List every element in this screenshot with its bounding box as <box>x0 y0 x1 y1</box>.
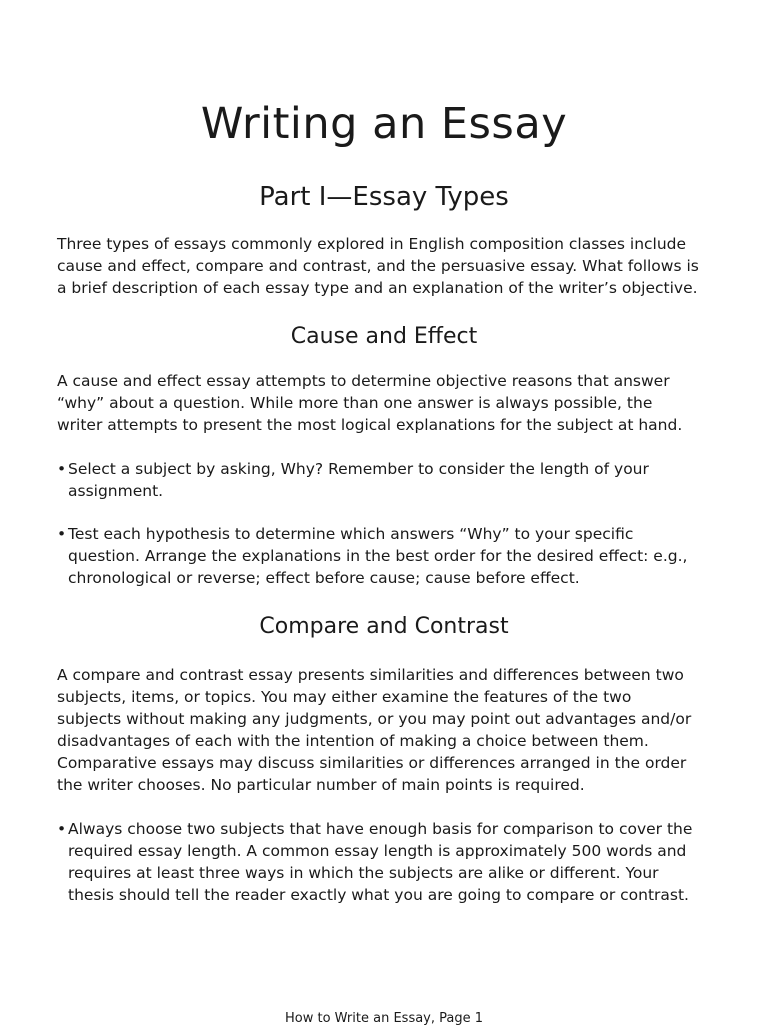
bullet-text: Always choose two subjects that have enough basis for comparison to cover the required essay length. A common essay length is approximately 500 words and requires at least three ways in which the subjects are alike or different. Your thesis should tell the reader exactly what you are going to compare or contrast. <box>68 820 693 904</box>
bullet-text: Select a subject by asking, Why? Remember to consider the length of your assignment. <box>68 460 649 500</box>
intro-paragraph: Three types of essays commonly explored in English composition classes include cause and effect, compare and contrast, and the persuasive essay. What follows is a brief description of each essay type and an explanation of the writer’s objective. <box>57 235 699 297</box>
cause-effect-paragraph: A cause and effect essay attempts to determine objective reasons that answer “why” about a question. While more than one answer is always possible, the writer attempts to present the most logical explanations for the subject at hand. <box>57 372 683 434</box>
page-footer: How to Write an Essay, Page 1 <box>284 1011 484 1026</box>
part-heading: Part I—Essay Types <box>259 182 509 212</box>
list-item <box>57 523 717 589</box>
bullet-marker: • <box>57 820 67 838</box>
page-title: Writing an Essay <box>200 99 568 149</box>
section-heading-compare-contrast: Compare and Contrast <box>259 614 509 639</box>
bullet-marker: • <box>57 460 67 478</box>
bullet-text: Test each hypothesis to determine which answers “Why” to your specific question. Arrange the explanations in the best order for the desired effect: e.g., chronological or reverse; effect before cause; cause before effect. <box>68 525 688 587</box>
list-item <box>57 458 717 502</box>
compare-contrast-paragraph: A compare and contrast essay presents similarities and differences between two subjects, items, or topics. You may either examine the features of the two subjects without making any judgments, or you may point out advantages and/or disadvantages of each with the intention of making a choice between them. Comparative essays may discuss similarities or differences arranged in the order the writer chooses. No particular number of main points is required. <box>57 666 692 794</box>
list-item <box>57 818 717 906</box>
bullet-marker: • <box>57 525 67 543</box>
section-heading-cause-effect: Cause and Effect <box>290 324 478 349</box>
